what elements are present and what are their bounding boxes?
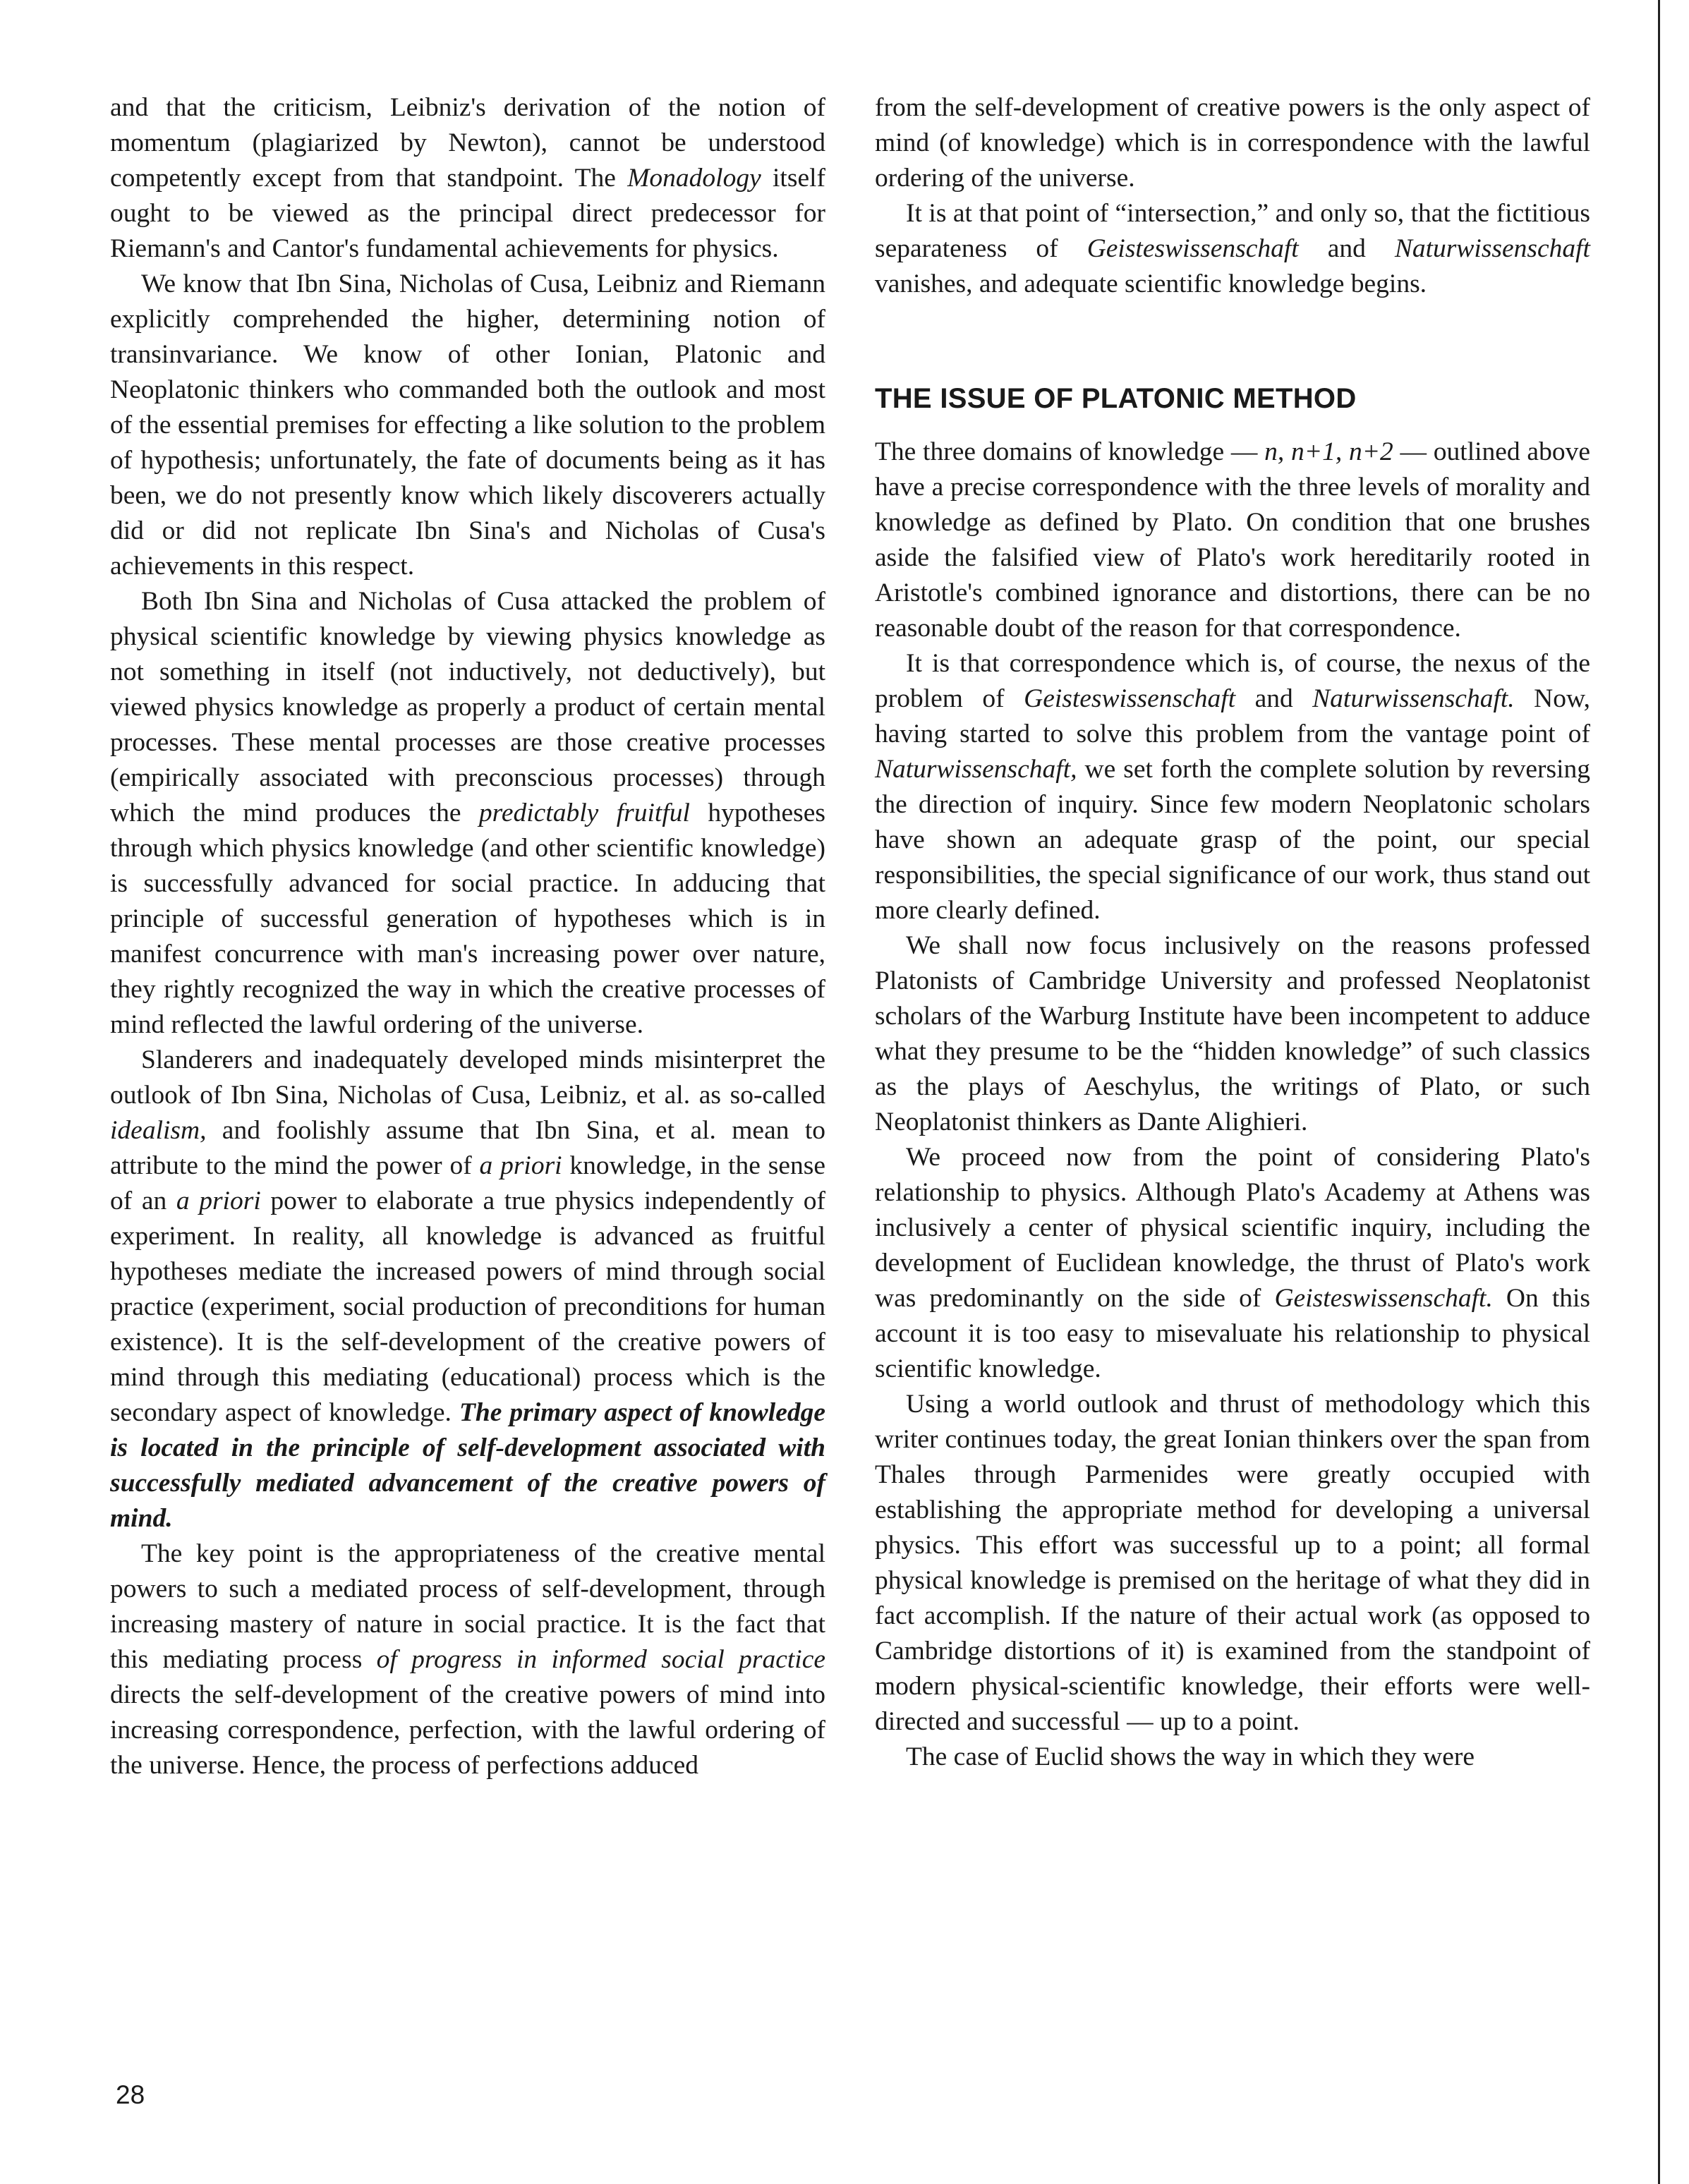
page-edge-rule [1658, 0, 1660, 2184]
paragraph [110, 1043, 825, 1536]
text-run: n, n+1, n+2 [1264, 437, 1393, 466]
left-column [110, 90, 825, 1783]
text-run: a priori [479, 1151, 562, 1180]
text-run: Both Ibn Sina and Nicholas of Cusa attacked the problem of physical scientific knowledge by viewing physics knowledge as not something in itself (not inductively, not deductively), but viewed physics knowledge as properly a product of certain mental processes. These mental processes are those creative processes (empirically associated with preconscious processes) through which the mind produces the [110, 587, 825, 827]
text-run: It is that correspondence which is, of course, the nexus of the problem of [875, 649, 1590, 713]
paragraph [110, 584, 825, 1043]
text-run: Naturwissenschaft. [1312, 684, 1515, 713]
text-run: vanishes, and adequate scientific knowledge begins. [875, 269, 1427, 298]
paragraph [110, 90, 825, 267]
paragraph [875, 1140, 1590, 1387]
text-run: and [1235, 684, 1313, 713]
paragraph [875, 196, 1590, 302]
text-run: knowledge, in the sense of an [110, 1151, 825, 1215]
section-heading: THE ISSUE OF PLATONIC METHOD [875, 383, 1357, 414]
text-run: directs the self-development of the creative powers of mind into increasing correspondence, perfection, with the lawful ordering of the universe. Hence, the process of perfections adduced [110, 1680, 825, 1780]
text-run: of progress in informed social practice [376, 1645, 826, 1674]
text-run: It is at that point of “intersection,” and only so, that the fictitious separateness of [875, 199, 1590, 263]
text-run: itself ought to be viewed as the principal direct predecessor for Riemann's and Cantor's fundamental achievements for physics. [110, 164, 825, 263]
text-run: a priori [176, 1187, 261, 1215]
text-run: Using a world outlook and thrust of methodology which this writer continues today, the great Ionian thinkers over the span from Thales through Parmenides were greatly occupied with establishing the appropriate method for developing a universal physics. This effort was successful up to a point; all formal physical knowledge is premised on the heritage of what they did in fact accomplish. If the nature of their actual work (as opposed to Cambridge distortions of it) is examined from the standpoint of modern physical-scientific knowledge, their efforts were well-directed and successful — up to a point. [875, 1390, 1590, 1736]
paragraph [110, 1536, 825, 1783]
paragraph [110, 267, 825, 584]
page-number: 28 [116, 2080, 145, 2109]
paragraph [875, 928, 1590, 1140]
text-run: On this account it is too easy to misevaluate his relationship to physical scientific knowledge. [875, 1284, 1591, 1383]
paragraph [875, 646, 1590, 928]
text-run: and that the criticism, Leibniz's derivation of the notion of momentum (plagiarized by Newton), cannot be understood competently except from that standpoint. The [110, 93, 825, 193]
text-run: we set forth the complete solution by reversing the direction of inquiry. Since few modern Neoplatonic scholars have shown an adequate grasp of the point, our special responsibilities, the special significance of our work, thus stand out more clearly defined. [875, 755, 1590, 925]
text-run: We proceed now from the point of considering Plato's relationship to physics. Although Plato's Academy at Athens was inclusively a center of physical scientific inquiry, including the development of Euclidean knowledge, the thrust of Plato's work was predominantly on the side of [875, 1143, 1590, 1313]
text-run: and foolishly assume that Ibn Sina, et al. mean to attribute to the mind the power of [110, 1116, 825, 1180]
text-run: The three domains of knowledge — [875, 437, 1265, 466]
text-run: The key point is the appropriateness of the creative mental powers to such a mediated process of self-development, through increasing mastery of nature in social practice. It is the fact that this mediating process [110, 1539, 825, 1674]
text-run: The case of Euclid shows the way in which they were [906, 1742, 1475, 1771]
text-run: The primary aspect of knowledge is located in the principle of self-development associated with successfully mediated advancement of the creative powers of mind. [110, 1398, 825, 1533]
text-run: predictably fruitful [478, 799, 690, 827]
text-run: and [1298, 234, 1395, 263]
text-run: Geisteswissenschaft. [1274, 1284, 1493, 1313]
text-run: Monadology [627, 164, 761, 193]
text-run: Slanderers and inadequately developed minds misinterpret the outlook of Ibn Sina, Nicholas of Cusa, Leibniz, et al. as so-called [110, 1045, 825, 1110]
text-run: power to elaborate a true physics independently of experiment. In reality, all knowledge is advanced as fruitful hypotheses mediate the increased powers of mind through social practice (experiment, social production of preconditions for human existence). It is the self-development of the creative powers of mind through this mediating (educational) process which is the secondary aspect of knowledge. [110, 1187, 826, 1427]
text-run: Naturwissenschaft [1394, 234, 1590, 263]
right-column [875, 90, 1590, 1775]
text-run: Geisteswissenschaft [1086, 234, 1299, 263]
paragraph [875, 1387, 1590, 1740]
paragraph [875, 90, 1590, 196]
text-run: Geisteswissenschaft [1024, 684, 1236, 713]
text-run: Naturwissenschaft, [875, 755, 1077, 784]
text-run: hypotheses through which physics knowledge (and other scientific knowledge) is successfully advanced for social practice. In adducing that principle of successful generation of hypotheses which is in manifest concurrence with man's increasing power over nature, they rightly recognized the way in which the creative processes of mind reflected the lawful ordering of the universe. [110, 799, 825, 1039]
text-run: We know that Ibn Sina, Nicholas of Cusa, Leibniz and Riemann explicitly comprehended the higher, determining notion of transinvariance. We know of other Ionian, Platonic and Neoplatonic thinkers who commanded both the outlook and most of the essential premises for effecting a like solution to the problem of hypothesis; unfortunately, the fate of documents being as it has been, we do not presently know which likely discoverers actually did or did not replicate Ibn Sina's and Nicholas of Cusa's achievements in this respect. [110, 269, 825, 581]
text-run: — outlined above have a precise correspondence with the three levels of morality and knowledge as defined by Plato. On condition that one brushes aside the falsified view of Plato's work hereditarily rooted in Aristotle's combined ignorance and distortions, there can be no reasonable doubt of the reason for that correspondence. [875, 437, 1590, 643]
text-run: Now, having started to solve this problem from the vantage point of [875, 684, 1590, 748]
text-run: idealism, [110, 1116, 207, 1145]
paragraph [875, 1740, 1590, 1775]
text-run: We shall now focus inclusively on the reasons professed Platonists of Cambridge University and professed Neoplatonist scholars of the Warburg Institute have been incompetent to adduce what they presume to be the “hidden knowledge” of such classics as the plays of Aeschylus, the writings of Plato, or such Neoplatonist thinkers as Dante Alighieri. [875, 931, 1590, 1136]
paragraph [875, 435, 1590, 646]
text-run: from the self-development of creative powers is the only aspect of mind (of knowledge) which is in correspondence with the lawful ordering of the universe. [875, 93, 1590, 193]
